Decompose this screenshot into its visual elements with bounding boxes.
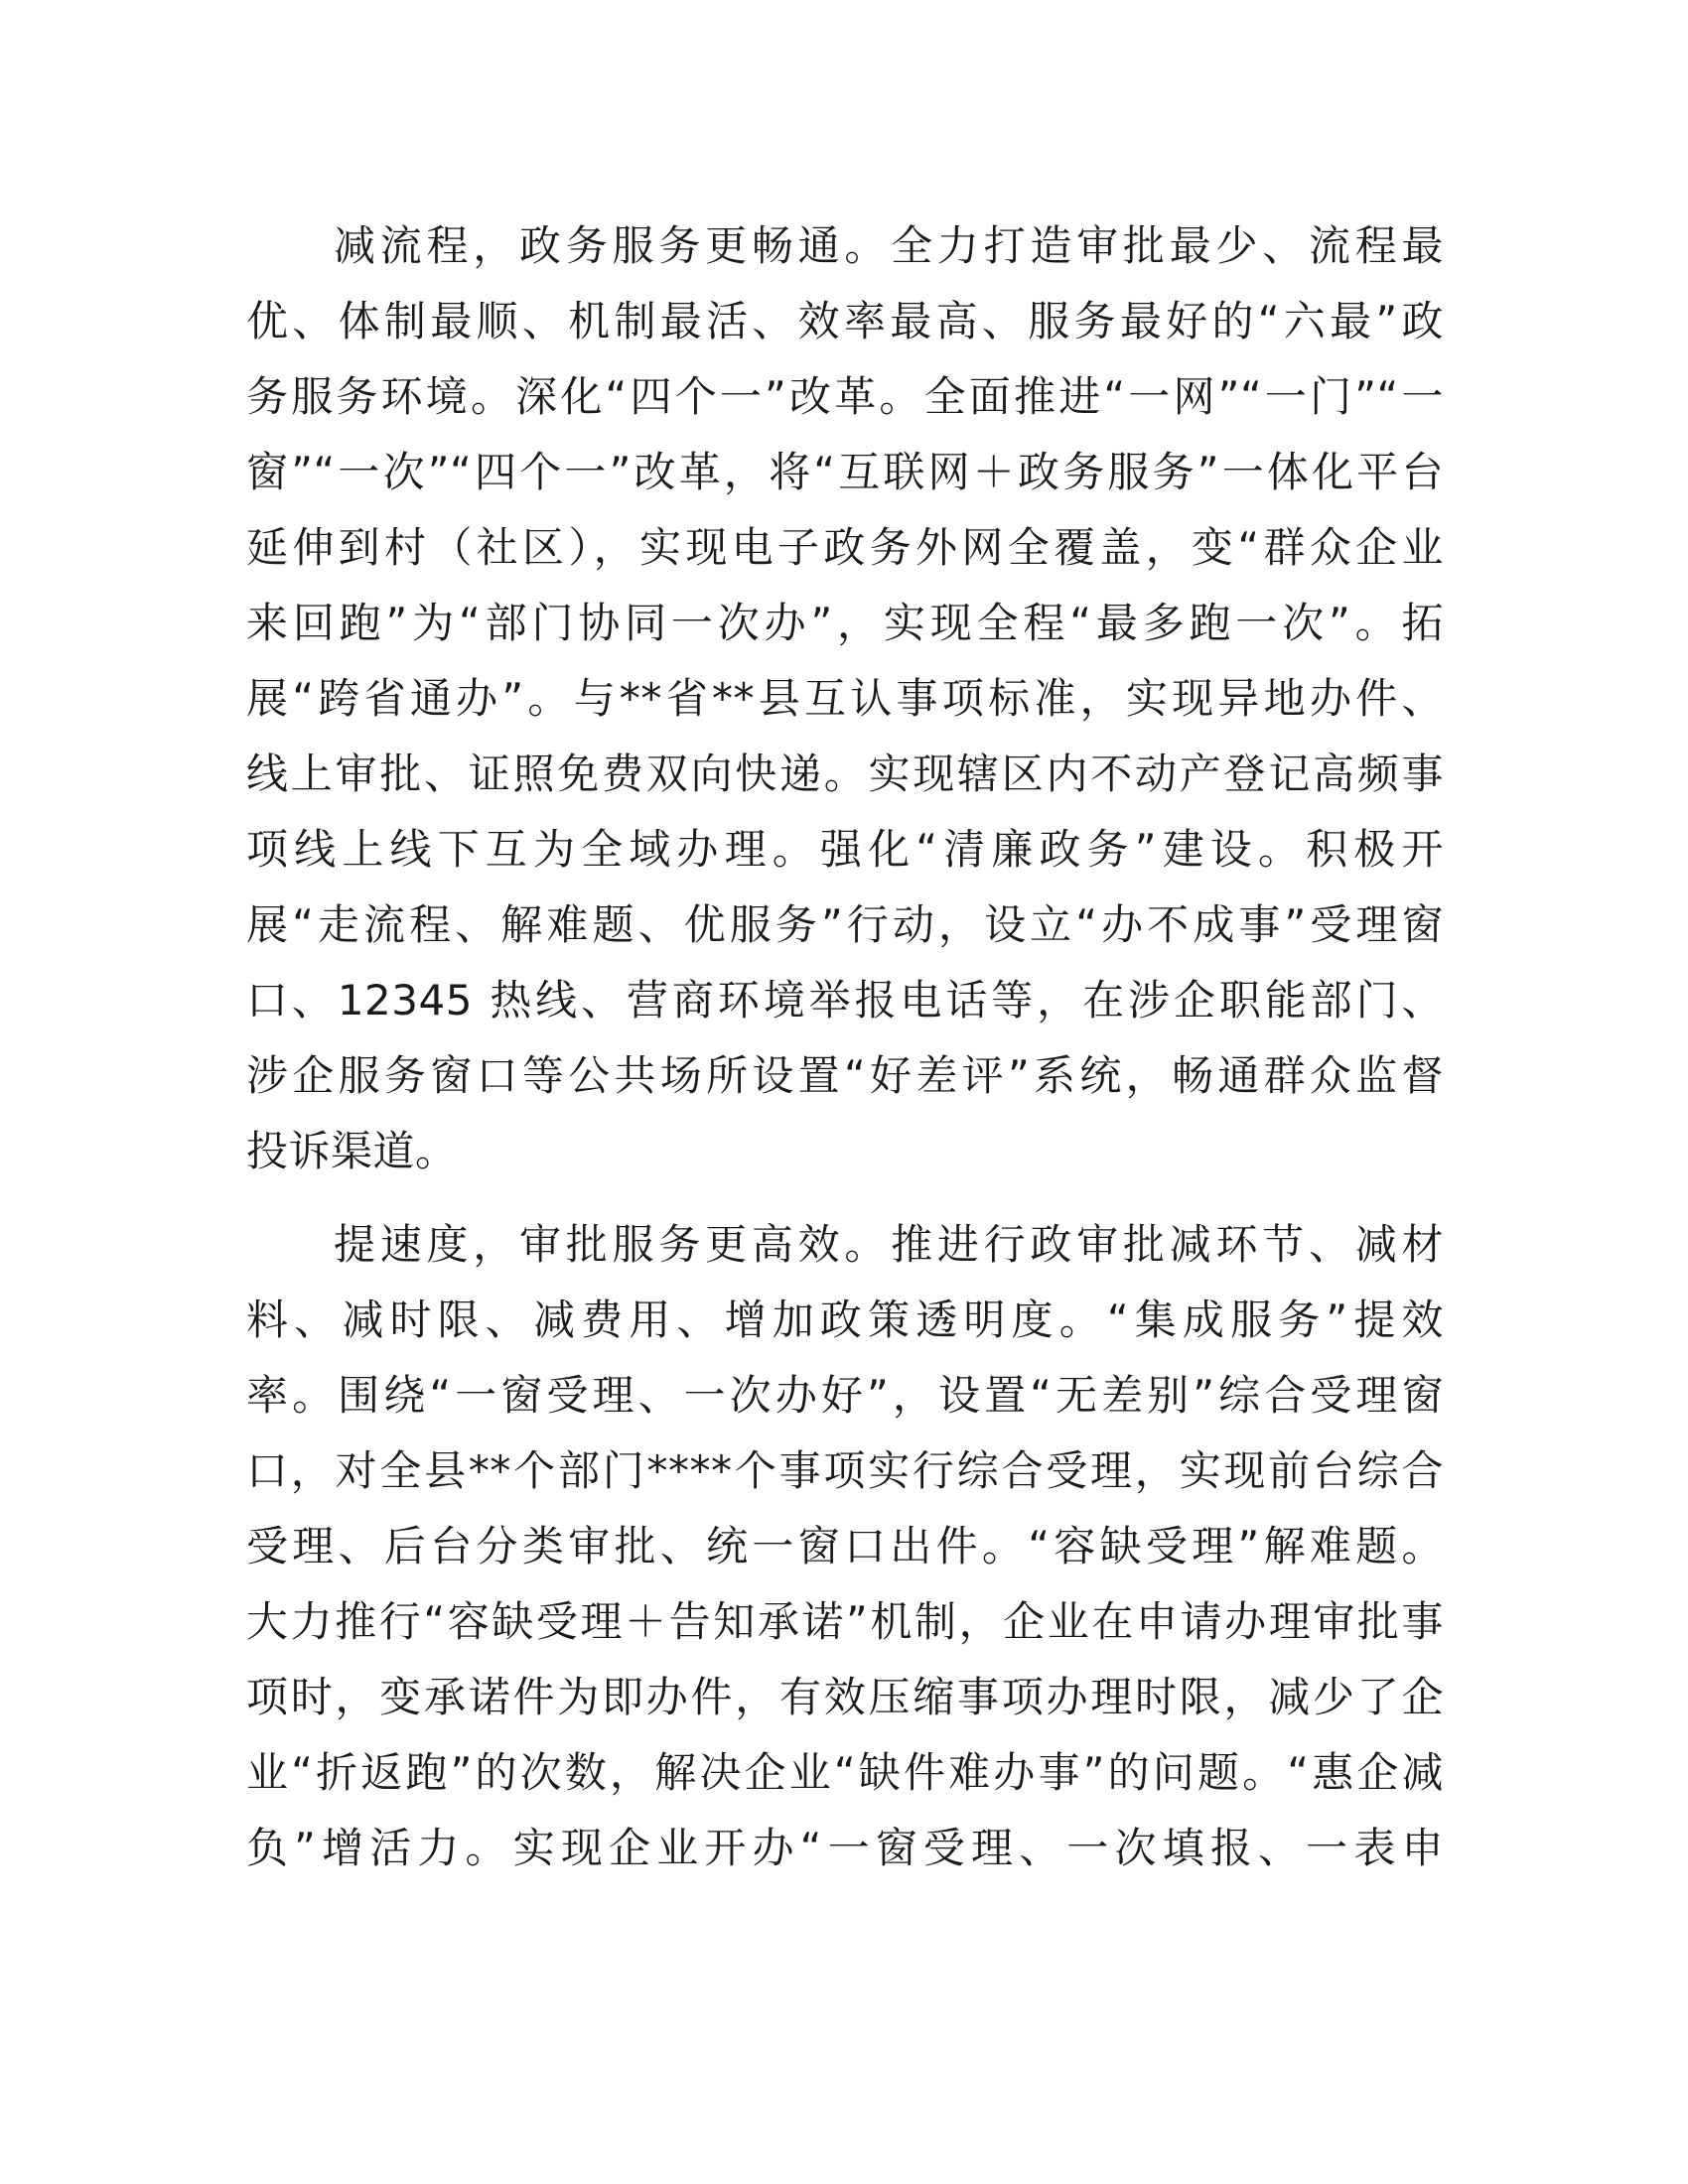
text-line: 展“走流程、解难题、优服务”行动，设立“办不成事”受理窗 [246,900,1444,949]
text-line: 率。围绕“一窗受理、一次办好”，设置“无差别”综合受理窗 [246,1371,1444,1420]
text-line: 料、减时限、减费用、增加政策透明度。“集成服务”提效 [246,1296,1444,1344]
text-line: 项时，变承诺件为即办件，有效压缩事项办理时限，减少了企 [246,1673,1444,1721]
text-line: 涉企服务窗口等公共场所设置“好差评”系统，畅通群众监督 [246,1051,1444,1100]
text-line: 展“跨省通办”。与**省**县互认事项标准，实现异地办件、 [246,674,1444,723]
text-line: 口，对全县**个部门****个事项实行综合受理，实现前台综合 [246,1446,1444,1495]
paragraph-spacer [246,1189,1444,1207]
text-line: 负”增活力。实现企业开办“一窗受理、一次填报、一表申 [246,1824,1444,1872]
text-line: 项线上线下互为全域办理。强化“清廉政务”建设。积极开 [246,825,1444,874]
text-line: 大力推行“容缺受理＋告知承诺”机制，企业在申请办理审批事 [246,1597,1444,1646]
text-line: 务服务环境。深化“四个一”改革。全面推进“一网”“一门”“一 [246,372,1444,421]
text-line: 窗”“一次”“四个一”改革，将“互联网＋政务服务”一体化平台 [246,448,1444,496]
text-line: 投诉渠道。 [246,1127,458,1175]
text-line: 来回跑”为“部门协同一次办”，实现全程“最多跑一次”。拓 [246,599,1444,647]
text-line: 优、体制最顺、机制最活、效率最高、服务最好的“六最”政 [246,297,1444,345]
text-line: 口、12345 热线、营商环境举报电话等，在涉企职能部门、 [246,976,1444,1024]
paragraph-streamline-process [246,208,1444,1189]
text-line: 业“折返跑”的次数，解决企业“缺件难办事”的问题。“惠企减 [246,1748,1444,1797]
text-line: 减流程，政务服务更畅通。全力打造审批最少、流程最 [334,221,1444,270]
paragraph-speed-up-approval [246,1207,1444,1886]
text-line: 受理、后台分类审批、统一窗口出件。“容缺受理”解难题。 [246,1522,1444,1570]
text-line: 线上审批、证照免费双向快递。实现辖区内不动产登记高频事 [246,750,1444,798]
document-body [246,208,1444,1886]
text-line: 提速度，审批服务更高效。推进行政审批减环节、减材 [334,1220,1444,1269]
text-line: 延伸到村（社区），实现电子政务外网全覆盖，变“群众企业 [246,523,1444,572]
